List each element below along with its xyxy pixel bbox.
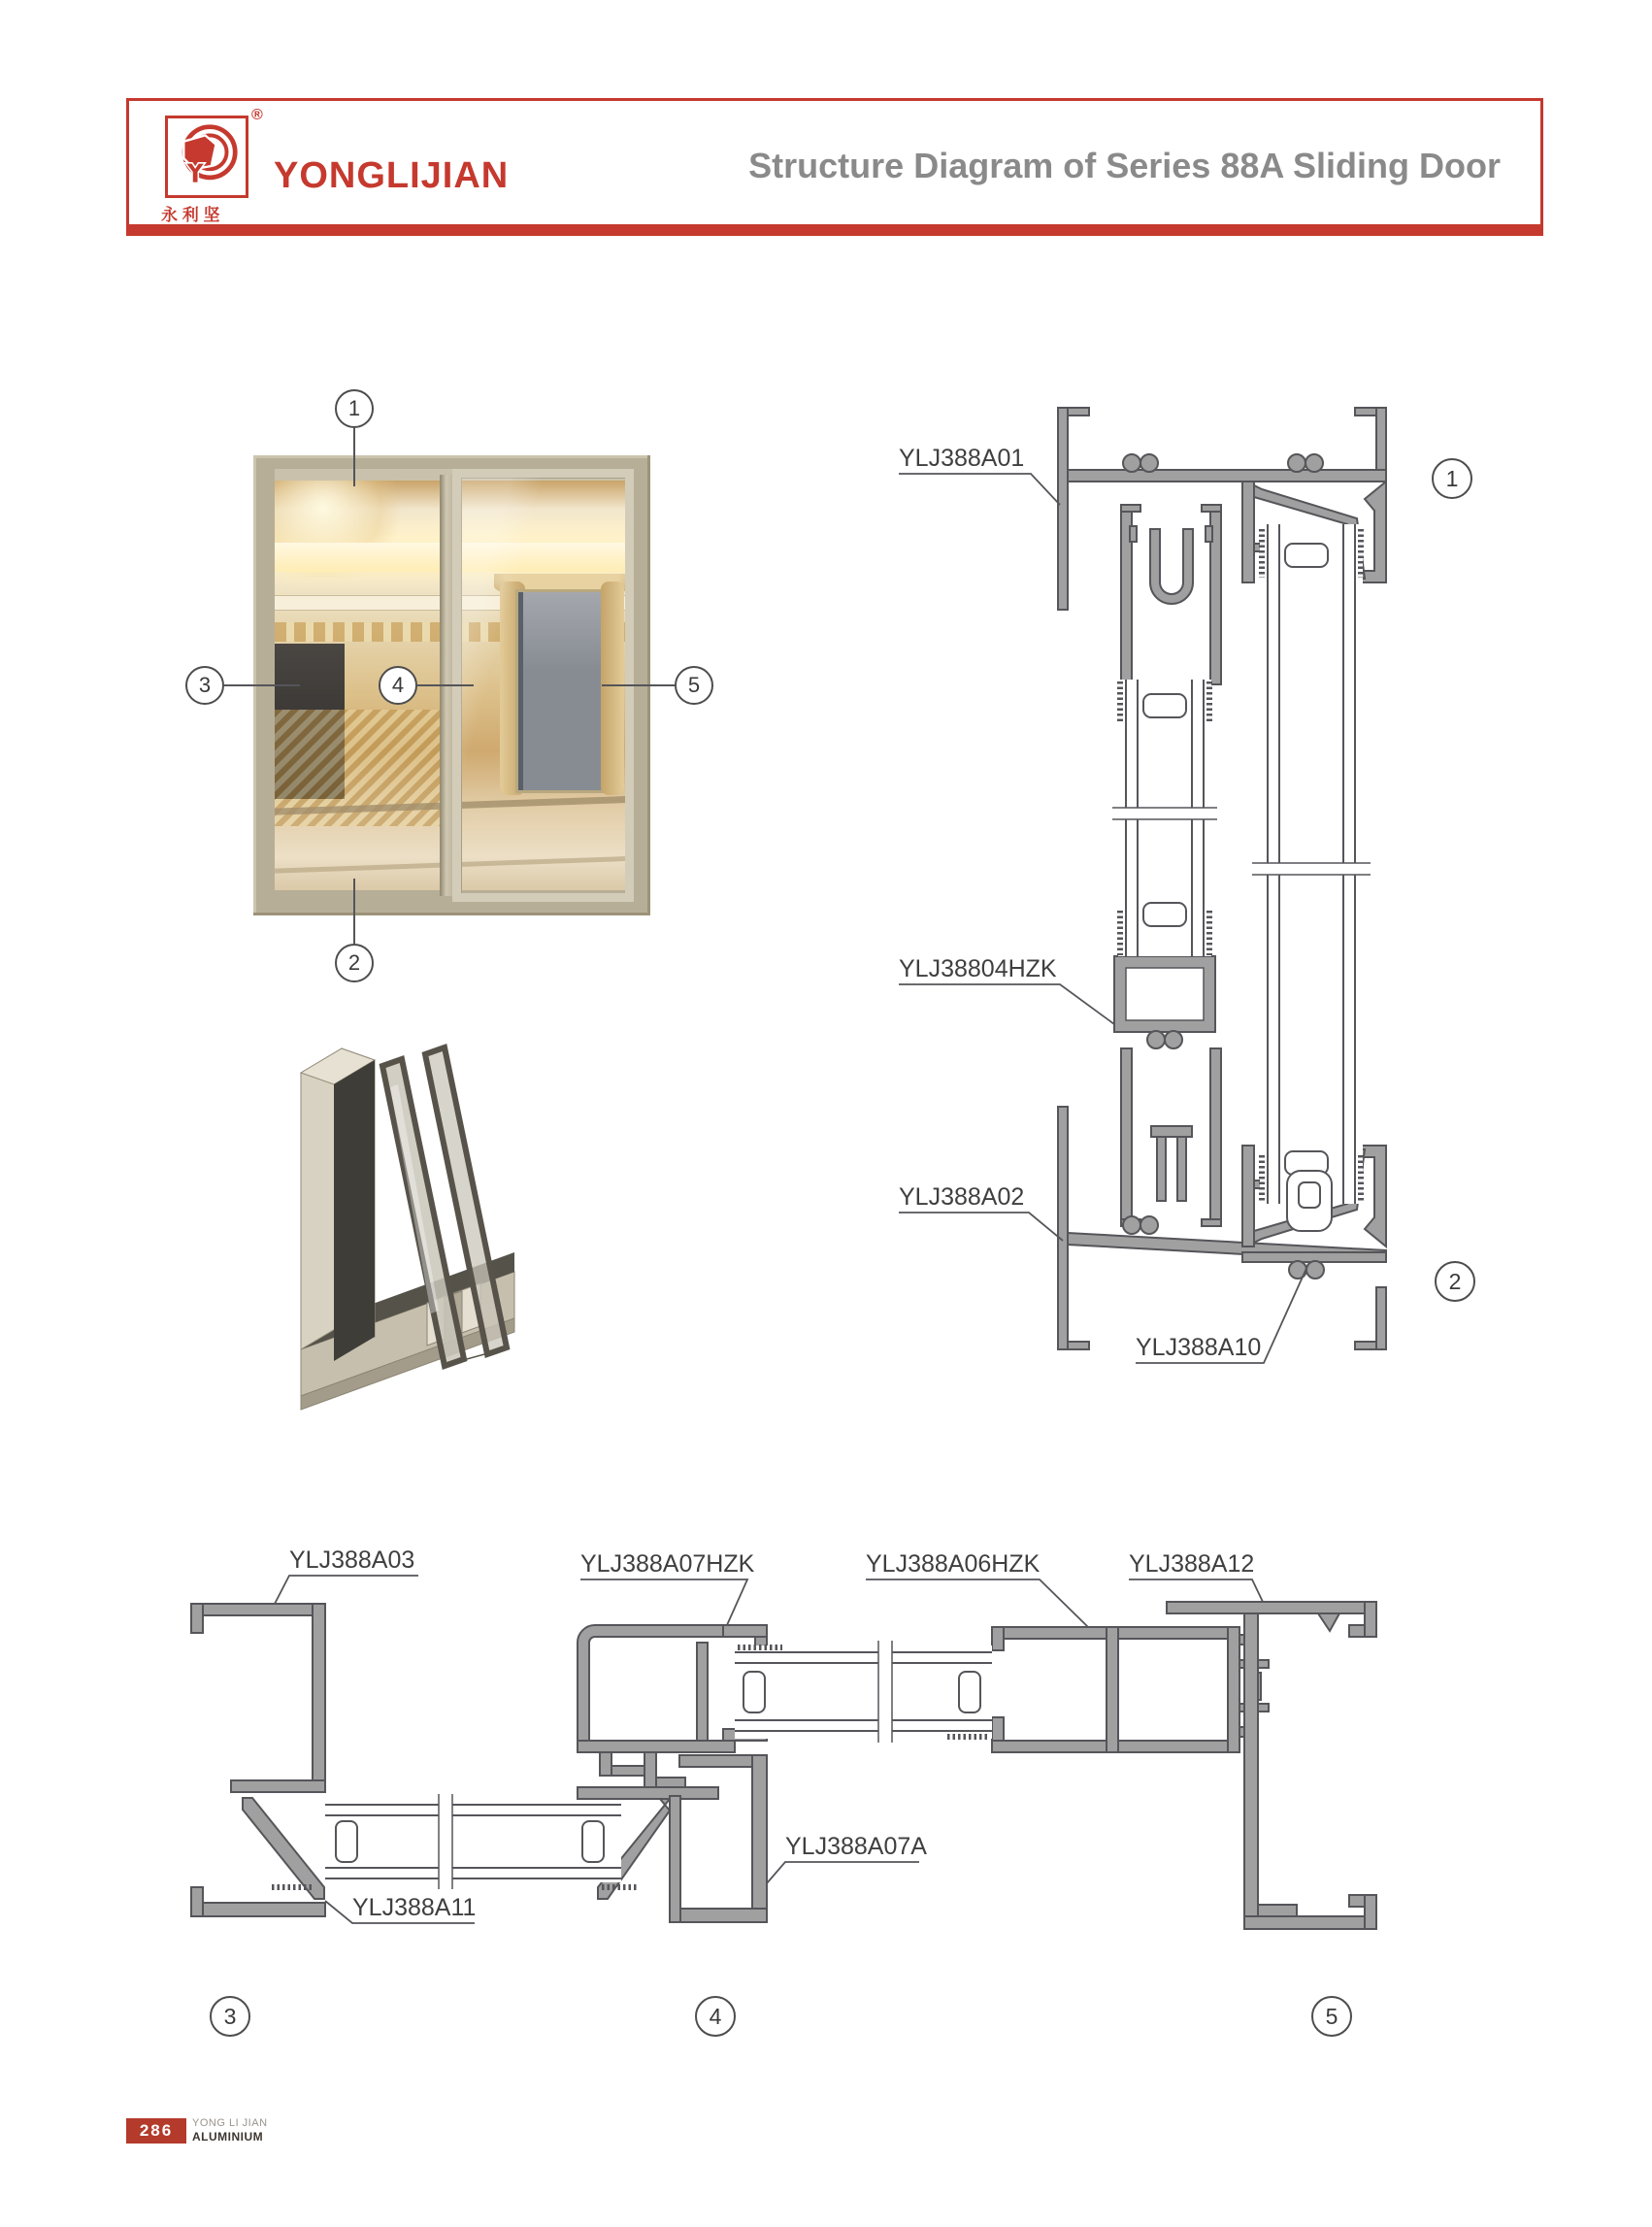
a07hzk-box <box>578 1625 735 1741</box>
label-ylj388a07hzk: YLJ388A07HZK <box>580 1550 755 1578</box>
leader-line-1 <box>353 428 355 486</box>
leader-ylj388a03 <box>275 1576 418 1604</box>
svg-text:5: 5 <box>1325 2004 1338 2029</box>
photo-callout-4: 4 <box>379 666 417 705</box>
glass-horizontal-upper <box>735 1641 992 1743</box>
horizontal-section-drawing <box>126 1544 1446 2087</box>
head-rail <box>1068 470 1386 482</box>
leader-ylj38804hzk <box>899 984 1114 1024</box>
sill-left-leg <box>1058 1107 1068 1349</box>
a07a-spine <box>752 1755 767 1922</box>
footer-company-line1: YONG LI JIAN <box>192 2117 268 2129</box>
svg-text:4: 4 <box>709 2004 722 2029</box>
left-jamb-top-rail <box>191 1604 325 1615</box>
glass-horizontal-lower <box>272 1794 637 1889</box>
right-jamb-top-rail <box>1167 1602 1376 1613</box>
svg-text:3: 3 <box>223 2004 237 2029</box>
leader-line-4 <box>417 684 474 686</box>
photo-callout-2: 2 <box>335 944 374 982</box>
footer-company-line2: ALUMINIUM <box>192 2130 264 2144</box>
right-jamb-bottom-rail <box>1244 1916 1376 1929</box>
photo-callout-5: 5 <box>675 666 713 705</box>
leader-line-5 <box>602 684 675 686</box>
right-jamb-spine <box>1244 1613 1258 1929</box>
header-red-bar <box>126 227 1543 236</box>
leader-ylj388a07hzk <box>580 1579 747 1625</box>
label-ylj388a01: YLJ388A01 <box>899 445 1025 472</box>
left-jamb-bottom-rail <box>191 1903 325 1916</box>
leader-ylj388a01 <box>899 474 1060 505</box>
brand-logo-icon <box>168 118 246 195</box>
left-jamb-spine <box>313 1604 325 1782</box>
leader-ylj388a07a <box>767 1862 919 1883</box>
photo-callout-1: 1 <box>335 389 374 428</box>
svg-text:2: 2 <box>1448 1269 1462 1294</box>
svg-text:1: 1 <box>1445 466 1459 491</box>
page-title: Structure Diagram of Series 88A Sliding Door <box>748 146 1501 185</box>
leader-ylj388a02 <box>899 1213 1063 1241</box>
label-ylj388a12: YLJ388A12 <box>1129 1550 1255 1578</box>
brand-name-chinese: 永 利 坚 <box>161 206 220 224</box>
label-ylj388a10: YLJ388A10 <box>1136 1334 1262 1361</box>
photo-callout-3: 3 <box>185 666 224 705</box>
profile-3d-render <box>281 1029 553 1446</box>
leader-ylj388a06hzk <box>866 1579 1088 1627</box>
left-pocket-diagonal <box>243 1798 324 1899</box>
brand-logo <box>165 116 248 198</box>
leader-ylj388a12 <box>1129 1579 1263 1602</box>
leader-line-3 <box>224 684 300 686</box>
left-sash-glass <box>1112 680 1217 956</box>
head-left-leg <box>1058 408 1068 610</box>
label-ylj388a07a: YLJ388A07A <box>785 1833 927 1860</box>
right-sash-glass <box>1252 524 1371 1231</box>
brand-name: YONGLIJIAN <box>274 155 510 196</box>
leader-line-2 <box>353 879 355 944</box>
label-ylj388a03: YLJ388A03 <box>289 1546 415 1574</box>
label-ylj38804hzk: YLJ38804HZK <box>899 955 1057 982</box>
label-ylj388a02: YLJ388A02 <box>899 1183 1025 1211</box>
label-ylj388a11: YLJ388A11 <box>352 1894 477 1921</box>
vertical-section-drawing <box>854 369 1495 1437</box>
label-ylj388a06hzk: YLJ388A06HZK <box>866 1550 1041 1578</box>
registered-mark: ® <box>251 107 263 123</box>
page-number-badge: 286 <box>126 2118 186 2144</box>
glass-sheen <box>461 478 625 893</box>
